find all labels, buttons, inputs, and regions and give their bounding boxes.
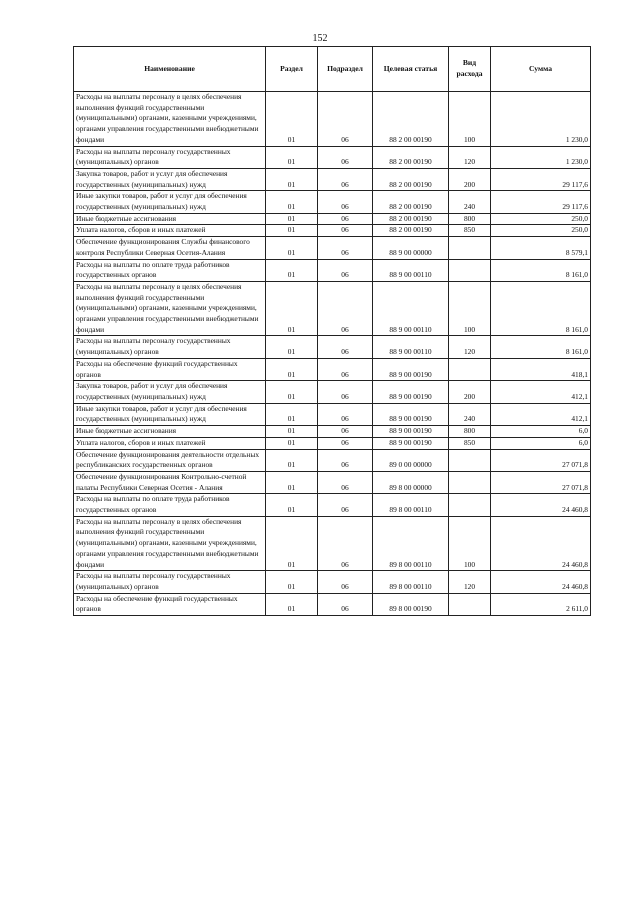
name-cell: Иные бюджетные ассигнования <box>74 213 266 225</box>
subsection-cell: 06 <box>318 571 373 593</box>
name-cell: Иные бюджетные ассигнования <box>74 426 266 438</box>
name-cell: Расходы на выплаты персоналу в целях обеспечения выполнения функций государственными (муниципальными) органами, казенными учреждениями, органами управления государственными внебюджетными фондами <box>74 516 266 571</box>
type-cell: 240 <box>449 191 491 213</box>
target-cell: 88 2 00 00190 <box>373 168 449 190</box>
table-row <box>74 426 591 438</box>
sum-cell: 29 117,6 <box>491 191 591 213</box>
table-row <box>74 494 591 516</box>
name-cell: Расходы на выплаты персоналу государственных (муниципальных) органов <box>74 571 266 593</box>
table-row <box>74 168 591 190</box>
target-cell: 88 2 00 00190 <box>373 92 449 147</box>
sum-cell: 250,0 <box>491 225 591 237</box>
target-cell: 88 9 00 00190 <box>373 437 449 449</box>
subsection-cell: 06 <box>318 381 373 403</box>
target-cell: 89 8 00 00110 <box>373 571 449 593</box>
target-cell: 88 9 00 00110 <box>373 259 449 281</box>
table-row <box>74 593 591 615</box>
type-cell: 120 <box>449 146 491 168</box>
sum-cell: 250,0 <box>491 213 591 225</box>
table-row <box>74 191 591 213</box>
section-cell: 01 <box>266 281 318 336</box>
table-row <box>74 146 591 168</box>
name-cell: Расходы на выплаты персоналу государственных (муниципальных) органов <box>74 146 266 168</box>
table-row <box>74 237 591 259</box>
section-cell: 01 <box>266 381 318 403</box>
header-subsection: Подраздел <box>318 47 373 92</box>
target-cell: 89 8 00 00110 <box>373 494 449 516</box>
section-cell: 01 <box>266 426 318 438</box>
sum-cell: 24 460,8 <box>491 494 591 516</box>
type-cell: 120 <box>449 571 491 593</box>
budget-table <box>73 46 591 616</box>
sum-cell: 29 117,6 <box>491 168 591 190</box>
name-cell: Уплата налогов, сборов и иных платежей <box>74 225 266 237</box>
section-cell: 01 <box>266 437 318 449</box>
target-cell: 89 0 00 00000 <box>373 449 449 471</box>
name-cell: Расходы на выплаты персоналу в целях обеспечения выполнения функций государственными (муниципальными) органами, казенными учреждениями, органами управления государственными внебюджетными фондами <box>74 281 266 336</box>
type-cell: 850 <box>449 225 491 237</box>
table-row <box>74 358 591 380</box>
name-cell: Обеспечение функционирования Контрольно-счетной палаты Республики Северная Осетия - Алания <box>74 471 266 493</box>
section-cell: 01 <box>266 213 318 225</box>
subsection-cell: 06 <box>318 168 373 190</box>
target-cell: 89 8 00 00000 <box>373 471 449 493</box>
table-row <box>74 449 591 471</box>
table-row <box>74 571 591 593</box>
subsection-cell: 06 <box>318 437 373 449</box>
table-row <box>74 92 591 147</box>
table-row <box>74 259 591 281</box>
target-cell: 88 2 00 00190 <box>373 191 449 213</box>
name-cell: Закупка товаров, работ и услуг для обеспечения государственных (муниципальных) нужд <box>74 168 266 190</box>
target-cell: 88 9 00 00190 <box>373 358 449 380</box>
type-cell: 200 <box>449 168 491 190</box>
section-cell: 01 <box>266 259 318 281</box>
subsection-cell: 06 <box>318 403 373 425</box>
target-cell: 89 8 00 00110 <box>373 516 449 571</box>
type-cell: 200 <box>449 381 491 403</box>
section-cell: 01 <box>266 449 318 471</box>
sum-cell: 6,0 <box>491 437 591 449</box>
header-name: Наименование <box>74 47 266 92</box>
header-target: Целевая статья <box>373 47 449 92</box>
sum-cell: 412,1 <box>491 403 591 425</box>
section-cell: 01 <box>266 593 318 615</box>
sum-cell: 2 611,0 <box>491 593 591 615</box>
subsection-cell: 06 <box>318 92 373 147</box>
subsection-cell: 06 <box>318 426 373 438</box>
page-number: 152 <box>312 33 328 44</box>
sum-cell: 8 161,0 <box>491 281 591 336</box>
name-cell: Уплата налогов, сборов и иных платежей <box>74 437 266 449</box>
section-cell: 01 <box>266 494 318 516</box>
sum-cell: 8 579,1 <box>491 237 591 259</box>
section-cell: 01 <box>266 403 318 425</box>
sum-cell: 24 460,8 <box>491 516 591 571</box>
target-cell: 88 2 00 00190 <box>373 146 449 168</box>
name-cell: Иные закупки товаров, работ и услуг для обеспечения государственных (муниципальных) нужд <box>74 403 266 425</box>
type-cell: 120 <box>449 336 491 358</box>
subsection-cell: 06 <box>318 494 373 516</box>
section-cell: 01 <box>266 146 318 168</box>
section-cell: 01 <box>266 191 318 213</box>
section-cell: 01 <box>266 358 318 380</box>
subsection-cell: 06 <box>318 471 373 493</box>
name-cell: Обеспечение функционирования Службы финансового контроля Республики Северная Осетия-Алания <box>74 237 266 259</box>
type-cell <box>449 449 491 471</box>
table-row <box>74 281 591 336</box>
sum-cell: 6,0 <box>491 426 591 438</box>
type-cell: 240 <box>449 403 491 425</box>
name-cell: Расходы на обеспечение функций государственных органов <box>74 593 266 615</box>
subsection-cell: 06 <box>318 237 373 259</box>
table-row <box>74 336 591 358</box>
section-cell: 01 <box>266 237 318 259</box>
table-row <box>74 437 591 449</box>
type-cell <box>449 593 491 615</box>
sum-cell: 27 071,8 <box>491 471 591 493</box>
sum-cell: 8 161,0 <box>491 336 591 358</box>
table-row <box>74 516 591 571</box>
name-cell: Закупка товаров, работ и услуг для обеспечения государственных (муниципальных) нужд <box>74 381 266 403</box>
table-row <box>74 381 591 403</box>
type-cell <box>449 471 491 493</box>
type-cell: 800 <box>449 426 491 438</box>
section-cell: 01 <box>266 225 318 237</box>
subsection-cell: 06 <box>318 225 373 237</box>
sum-cell: 8 161,0 <box>491 259 591 281</box>
subsection-cell: 06 <box>318 146 373 168</box>
table-header-row <box>74 47 591 92</box>
section-cell: 01 <box>266 571 318 593</box>
sum-cell: 1 230,0 <box>491 146 591 168</box>
header-section: Раздел <box>266 47 318 92</box>
type-cell: 850 <box>449 437 491 449</box>
name-cell: Расходы на обеспечение функций государственных органов <box>74 358 266 380</box>
sum-cell: 27 071,8 <box>491 449 591 471</box>
subsection-cell: 06 <box>318 449 373 471</box>
target-cell: 88 9 00 00190 <box>373 426 449 438</box>
name-cell: Расходы на выплаты по оплате труда работников государственных органов <box>74 494 266 516</box>
target-cell: 88 9 00 00110 <box>373 336 449 358</box>
table-row <box>74 403 591 425</box>
type-cell <box>449 358 491 380</box>
subsection-cell: 06 <box>318 358 373 380</box>
type-cell <box>449 259 491 281</box>
type-cell <box>449 237 491 259</box>
target-cell: 88 2 00 00190 <box>373 225 449 237</box>
name-cell: Иные закупки товаров, работ и услуг для обеспечения государственных (муниципальных) нужд <box>74 191 266 213</box>
section-cell: 01 <box>266 516 318 571</box>
target-cell: 88 2 00 00190 <box>373 213 449 225</box>
name-cell: Обеспечение функционирования деятельности отдельных республиканских государственных органов <box>74 449 266 471</box>
header-sum: Сумма <box>491 47 591 92</box>
type-cell <box>449 494 491 516</box>
sum-cell: 24 460,8 <box>491 571 591 593</box>
subsection-cell: 06 <box>318 593 373 615</box>
table-row <box>74 225 591 237</box>
section-cell: 01 <box>266 168 318 190</box>
header-type: Вид расхода <box>449 47 491 92</box>
type-cell: 100 <box>449 92 491 147</box>
sum-cell: 412,1 <box>491 381 591 403</box>
target-cell: 89 8 00 00190 <box>373 593 449 615</box>
subsection-cell: 06 <box>318 281 373 336</box>
section-cell: 01 <box>266 471 318 493</box>
target-cell: 88 9 00 00000 <box>373 237 449 259</box>
section-cell: 01 <box>266 336 318 358</box>
sum-cell: 1 230,0 <box>491 92 591 147</box>
type-cell: 800 <box>449 213 491 225</box>
subsection-cell: 06 <box>318 191 373 213</box>
sum-cell: 418,1 <box>491 358 591 380</box>
target-cell: 88 9 00 00110 <box>373 281 449 336</box>
table-row <box>74 471 591 493</box>
subsection-cell: 06 <box>318 213 373 225</box>
subsection-cell: 06 <box>318 336 373 358</box>
name-cell: Расходы на выплаты персоналу в целях обеспечения выполнения функций государственными (муниципальными) органами, казенными учреждениями, органами управления государственными внебюджетными фондами <box>74 92 266 147</box>
table-row <box>74 213 591 225</box>
subsection-cell: 06 <box>318 259 373 281</box>
name-cell: Расходы на выплаты персоналу государственных (муниципальных) органов <box>74 336 266 358</box>
type-cell: 100 <box>449 516 491 571</box>
type-cell: 100 <box>449 281 491 336</box>
name-cell: Расходы на выплаты по оплате труда работников государственных органов <box>74 259 266 281</box>
target-cell: 88 9 00 00190 <box>373 403 449 425</box>
target-cell: 88 9 00 00190 <box>373 381 449 403</box>
subsection-cell: 06 <box>318 516 373 571</box>
section-cell: 01 <box>266 92 318 147</box>
